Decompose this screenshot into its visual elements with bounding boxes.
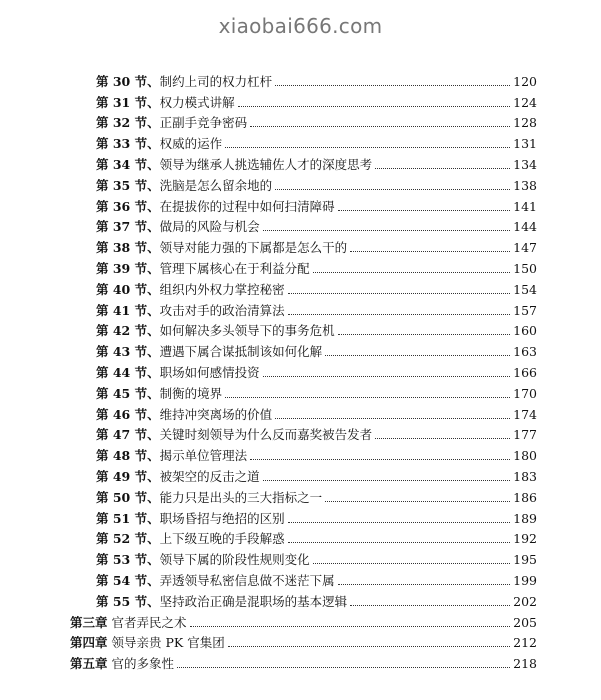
toc-entry-label — [96, 240, 347, 255]
watermark: xiaobai666.com — [218, 14, 383, 38]
toc-entry-number: 第 48 节、 — [96, 448, 160, 464]
toc-entry-label — [96, 511, 285, 526]
toc-entry-number: 第 39 节、 — [96, 260, 160, 276]
toc-entry-title: 关键时刻领导为什么反而嘉奖被告发者 — [159, 427, 373, 443]
toc-entry-page: 170 — [513, 385, 537, 401]
toc-entry[interactable] — [0, 151, 537, 172]
toc-entry-title: 官者弄民之术 — [111, 614, 187, 630]
toc-entry[interactable] — [0, 505, 537, 526]
toc-entry-number: 第 32 节、 — [96, 115, 160, 131]
toc-entry-label — [96, 469, 260, 484]
section-list — [0, 68, 601, 609]
toc-entry-page: 120 — [513, 73, 537, 89]
toc-entry-page: 134 — [513, 156, 537, 172]
toc-entry-page: 189 — [513, 510, 537, 526]
dot-leader — [238, 105, 511, 107]
table-of-contents — [0, 68, 601, 671]
toc-entry-page: 177 — [513, 427, 537, 443]
toc-entry[interactable] — [0, 567, 537, 588]
toc-entry-title: 领导亲贵 PK 官集团 — [111, 635, 225, 651]
dot-leader — [313, 271, 511, 273]
toc-entry-number: 第 47 节、 — [96, 427, 160, 443]
toc-entry-number: 第 54 节、 — [96, 572, 160, 588]
toc-entry[interactable] — [0, 526, 537, 547]
dot-leader — [190, 625, 511, 627]
toc-entry-label — [96, 490, 322, 505]
toc-entry-number: 第 33 节、 — [96, 136, 160, 152]
toc-entry-label — [96, 74, 272, 89]
toc-entry-page: 160 — [513, 323, 537, 339]
toc-entry-page: 166 — [513, 364, 537, 380]
toc-entry-title: 维持冲突离场的价值 — [159, 406, 273, 422]
toc-entry-title: 攻击对手的政治清算法 — [159, 302, 285, 318]
toc-entry-page: 183 — [513, 468, 537, 484]
toc-entry-title: 被架空的反击之道 — [159, 468, 260, 484]
toc-entry-number: 第三章 — [70, 614, 108, 630]
toc-entry-page: 192 — [513, 531, 537, 547]
toc-entry[interactable] — [0, 442, 537, 463]
toc-entry-page: 141 — [513, 198, 537, 214]
toc-entry-number: 第 31 节、 — [96, 94, 160, 110]
toc-entry-title: 职场昏招与绝招的区别 — [159, 510, 285, 526]
toc-entry-number: 第 50 节、 — [96, 489, 160, 505]
dot-leader — [350, 604, 510, 606]
dot-leader — [250, 125, 510, 127]
toc-entry-page: 180 — [513, 448, 537, 464]
toc-entry-label — [96, 261, 310, 276]
dot-leader — [350, 250, 510, 252]
dot-leader — [250, 458, 510, 460]
toc-entry-label — [70, 656, 174, 671]
toc-entry-number: 第 44 节、 — [96, 364, 160, 380]
toc-entry[interactable] — [0, 588, 537, 609]
toc-entry-number: 第 42 节、 — [96, 323, 160, 339]
dot-leader — [275, 188, 510, 190]
toc-entry-label — [96, 303, 285, 318]
toc-entry-label — [70, 635, 225, 650]
toc-entry-label — [96, 531, 285, 546]
toc-entry[interactable] — [0, 401, 537, 422]
toc-entry-number: 第 55 节、 — [96, 593, 160, 609]
dot-leader — [375, 437, 510, 439]
toc-entry-page: 186 — [513, 489, 537, 505]
toc-entry-number: 第 41 节、 — [96, 302, 160, 318]
toc-entry-title: 如何解决多头领导下的事务危机 — [159, 323, 335, 339]
toc-entry[interactable] — [0, 193, 537, 214]
toc-entry[interactable] — [0, 359, 537, 380]
dot-leader — [275, 84, 510, 86]
toc-entry-number: 第 46 节、 — [96, 406, 160, 422]
dot-leader — [313, 562, 511, 564]
toc-entry[interactable] — [0, 234, 537, 255]
toc-entry-page: 154 — [513, 281, 537, 297]
toc-entry[interactable] — [0, 172, 537, 193]
toc-entry-number: 第 40 节、 — [96, 281, 160, 297]
dot-leader — [263, 229, 511, 231]
dot-leader — [275, 417, 510, 419]
toc-entry-page: 195 — [513, 552, 537, 568]
toc-entry-number: 第 36 节、 — [96, 198, 160, 214]
dot-leader — [338, 209, 511, 211]
toc-entry-label — [96, 552, 310, 567]
toc-entry-title: 正副手竞争密码 — [159, 115, 248, 131]
toc-entry-label — [96, 199, 335, 214]
toc-entry-number: 第五章 — [70, 656, 108, 672]
toc-entry-title: 权威的运作 — [159, 136, 223, 152]
toc-entry-label — [96, 427, 372, 442]
toc-entry-title: 职场如何感情投资 — [159, 364, 260, 380]
toc-entry-page: 150 — [513, 260, 537, 276]
toc-entry-title: 领导对能力强的下属都是怎么干的 — [159, 240, 348, 256]
toc-entry-number: 第 34 节、 — [96, 156, 160, 172]
toc-entry-label — [96, 157, 372, 172]
toc-entry[interactable] — [0, 68, 537, 89]
toc-entry[interactable] — [0, 546, 537, 567]
toc-entry-label — [70, 615, 187, 630]
toc-entry[interactable] — [0, 380, 537, 401]
toc-entry-number: 第 49 节、 — [96, 468, 160, 484]
toc-entry[interactable] — [0, 214, 537, 235]
toc-entry-page: 157 — [513, 302, 537, 318]
toc-entry-label — [96, 282, 285, 297]
dot-leader — [263, 479, 511, 481]
toc-entry-label — [96, 365, 260, 380]
toc-entry[interactable] — [0, 338, 537, 359]
toc-entry-page: 124 — [513, 94, 537, 110]
toc-entry-title: 洗脑是怎么留余地的 — [159, 177, 273, 193]
toc-entry-label — [96, 344, 322, 359]
toc-entry-number: 第四章 — [70, 635, 108, 651]
chapter-list — [0, 609, 601, 671]
toc-entry-title: 领导为继承人挑选辅佐人才的深度思考 — [159, 156, 373, 172]
toc-entry-page: 212 — [513, 635, 537, 651]
toc-entry-title: 揭示单位管理法 — [159, 448, 248, 464]
toc-entry-page: 202 — [513, 593, 537, 609]
toc-entry-title: 在提拔你的过程中如何扫清障碍 — [159, 198, 335, 214]
toc-entry-page: 131 — [513, 136, 537, 152]
toc-entry-page: 128 — [513, 115, 537, 131]
toc-entry-title: 制约上司的权力杠杆 — [159, 73, 273, 89]
toc-entry[interactable] — [0, 110, 537, 131]
toc-entry-number: 第 51 节、 — [96, 510, 160, 526]
dot-leader — [288, 541, 511, 543]
toc-entry-page: 147 — [513, 240, 537, 256]
toc-entry-page: 174 — [513, 406, 537, 422]
toc-entry-number: 第 45 节、 — [96, 385, 160, 401]
toc-entry-title: 权力模式讲解 — [159, 94, 235, 110]
toc-entry-page: 138 — [513, 177, 537, 193]
toc-entry-title: 领导下属的阶段性规则变化 — [159, 552, 310, 568]
toc-entry[interactable] — [0, 463, 537, 484]
toc-entry-number: 第 53 节、 — [96, 552, 160, 568]
toc-entry[interactable] — [0, 484, 537, 505]
toc-entry-number: 第 35 节、 — [96, 177, 160, 193]
toc-entry[interactable] — [0, 609, 537, 630]
toc-entry-title: 制衡的境界 — [159, 385, 223, 401]
toc-entry-label — [96, 407, 272, 422]
toc-entry-number: 第 30 节、 — [96, 73, 160, 89]
toc-entry-label — [96, 386, 222, 401]
toc-entry[interactable] — [0, 650, 537, 671]
toc-entry-page: 144 — [513, 219, 537, 235]
dot-leader — [325, 500, 510, 502]
toc-entry[interactable] — [0, 89, 537, 110]
toc-entry-label — [96, 573, 335, 588]
toc-entry-title: 弄透领导私密信息做不迷茫下属 — [159, 572, 335, 588]
toc-entry-page: 199 — [513, 572, 537, 588]
dot-leader — [288, 313, 511, 315]
dot-leader — [288, 292, 511, 294]
toc-entry-title: 官的多象性 — [111, 656, 175, 672]
toc-entry-label — [96, 594, 347, 609]
toc-entry[interactable] — [0, 422, 537, 443]
dot-leader — [228, 645, 510, 647]
toc-entry-label — [96, 115, 247, 130]
toc-entry-page: 163 — [513, 344, 537, 360]
dot-leader — [288, 521, 511, 523]
toc-entry-label — [96, 178, 272, 193]
toc-entry[interactable] — [0, 255, 537, 276]
dot-leader — [263, 375, 511, 377]
dot-leader — [338, 333, 511, 335]
toc-entry[interactable] — [0, 297, 537, 318]
toc-entry[interactable] — [0, 130, 537, 151]
toc-entry-title: 管理下属核心在于利益分配 — [159, 260, 310, 276]
toc-entry-page: 218 — [513, 656, 537, 672]
toc-entry[interactable] — [0, 276, 537, 297]
toc-entry[interactable] — [0, 630, 537, 651]
toc-entry-number: 第 43 节、 — [96, 344, 160, 360]
toc-entry-label — [96, 95, 235, 110]
dot-leader — [177, 666, 510, 668]
dot-leader — [325, 354, 510, 356]
toc-entry-title: 组织内外权力掌控秘密 — [159, 281, 285, 297]
toc-entry-page: 205 — [513, 614, 537, 630]
toc-entry-number: 第 52 节、 — [96, 531, 160, 547]
toc-entry-label — [96, 136, 222, 151]
dot-leader — [338, 583, 511, 585]
dot-leader — [225, 396, 510, 398]
toc-entry-title: 坚持政治正确是混职场的基本逻辑 — [159, 593, 348, 609]
toc-entry-label — [96, 219, 260, 234]
toc-entry-label — [96, 323, 335, 338]
toc-entry-number: 第 37 节、 — [96, 219, 160, 235]
toc-entry[interactable] — [0, 318, 537, 339]
dot-leader — [225, 146, 510, 148]
toc-entry-title: 上下级互晚的手段解惑 — [159, 531, 285, 547]
toc-entry-label — [96, 448, 247, 463]
dot-leader — [375, 167, 510, 169]
toc-entry-title: 做局的风险与机会 — [159, 219, 260, 235]
toc-entry-title: 遭遇下属合谋抵制该如何化解 — [159, 344, 323, 360]
toc-entry-title: 能力只是出头的三大指标之一 — [159, 489, 323, 505]
toc-entry-number: 第 38 节、 — [96, 240, 160, 256]
